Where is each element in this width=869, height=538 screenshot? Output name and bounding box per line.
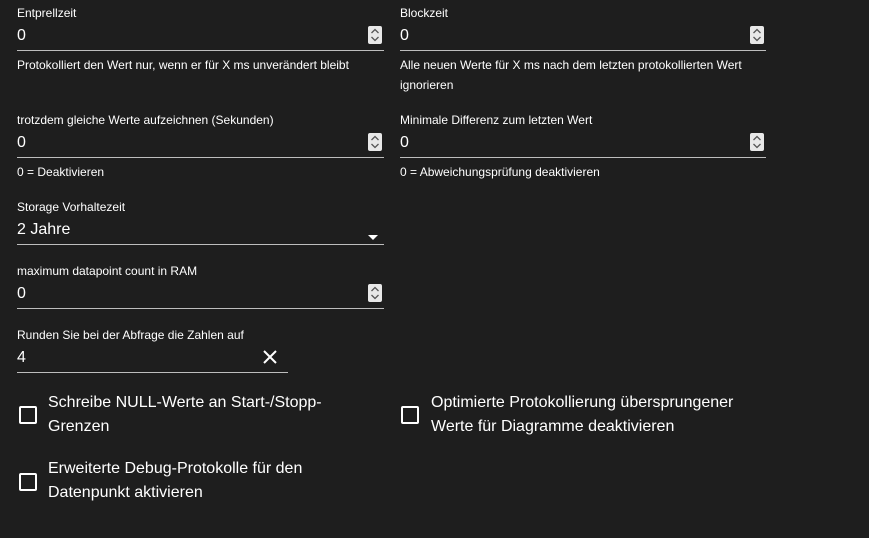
min-diff-label: Minimale Differenz zum letzten Wert [400, 113, 593, 127]
spinner-icon[interactable] [750, 133, 764, 151]
spinner-icon[interactable] [368, 133, 382, 151]
runden-field [17, 328, 288, 373]
optimized-label-line1: Optimierte Protokollierung übersprungener [431, 394, 734, 411]
blockzeit-helper-line2: ignorieren [400, 78, 454, 92]
trotzdem-field [17, 113, 384, 182]
storage-field [17, 200, 384, 245]
blockzeit-helper-line1: Alle neuen Werte für X ms nach dem letzten protokollierten Wert [400, 58, 742, 72]
debug-checkbox-row[interactable] [19, 457, 302, 505]
null-values-label-line2: Grenzen [48, 418, 110, 435]
trotzdem-helper: 0 = Deaktivieren [17, 165, 105, 179]
min-diff-value[interactable]: 0 [400, 134, 409, 151]
close-icon[interactable] [262, 349, 278, 370]
caret-down-icon[interactable] [368, 227, 378, 245]
spinner-icon[interactable] [750, 26, 764, 44]
optimized-label-line2: Werte für Diagramme deaktivieren [431, 418, 675, 435]
blockzeit-field [400, 6, 766, 95]
max-count-field [17, 264, 384, 309]
optimized-checkbox-row[interactable] [401, 391, 733, 439]
entprellzeit-helper: Protokolliert den Wert nur, wenn er für X ms unverändert bleibt [17, 58, 349, 72]
max-count-input[interactable] [17, 278, 384, 309]
trotzdem-value[interactable]: 0 [17, 134, 26, 151]
blockzeit-label: Blockzeit [400, 6, 449, 20]
entprellzeit-field [17, 6, 384, 75]
max-count-label: maximum datapoint count in RAM [17, 264, 198, 278]
max-count-value[interactable]: 0 [17, 285, 26, 302]
min-diff-helper: 0 = Abweichungsprüfung deaktivieren [400, 165, 600, 179]
entprellzeit-label: Entprellzeit [17, 6, 77, 20]
optimized-checkbox[interactable] [401, 406, 419, 424]
trotzdem-label: trotzdem gleiche Werte aufzeichnen (Sekunden) [17, 113, 274, 127]
storage-select[interactable] [17, 214, 384, 245]
trotzdem-input[interactable] [17, 127, 384, 158]
entprellzeit-value[interactable]: 0 [17, 27, 26, 44]
debug-label-line1: Erweiterte Debug-Protokolle für den [48, 460, 303, 477]
runden-label: Runden Sie bei der Abfrage die Zahlen auf [17, 328, 244, 342]
storage-value[interactable]: 2 Jahre [17, 221, 71, 238]
min-diff-field [400, 113, 766, 182]
spinner-icon[interactable] [368, 284, 382, 302]
null-values-checkbox-row[interactable] [19, 391, 322, 439]
null-values-checkbox[interactable] [19, 406, 37, 424]
spinner-icon[interactable] [368, 26, 382, 44]
storage-label: Storage Vorhaltezeit [17, 200, 126, 214]
blockzeit-input[interactable] [400, 20, 766, 51]
runden-value[interactable]: 4 [17, 349, 26, 366]
min-diff-input[interactable] [400, 127, 766, 158]
blockzeit-value[interactable]: 0 [400, 27, 409, 44]
runden-input[interactable] [17, 342, 288, 373]
debug-checkbox[interactable] [19, 473, 37, 491]
entprellzeit-input[interactable] [17, 20, 384, 51]
debug-label-line2: Datenpunkt aktivieren [48, 484, 203, 501]
null-values-label-line1: Schreibe NULL-Werte an Start-/Stopp- [48, 394, 322, 411]
